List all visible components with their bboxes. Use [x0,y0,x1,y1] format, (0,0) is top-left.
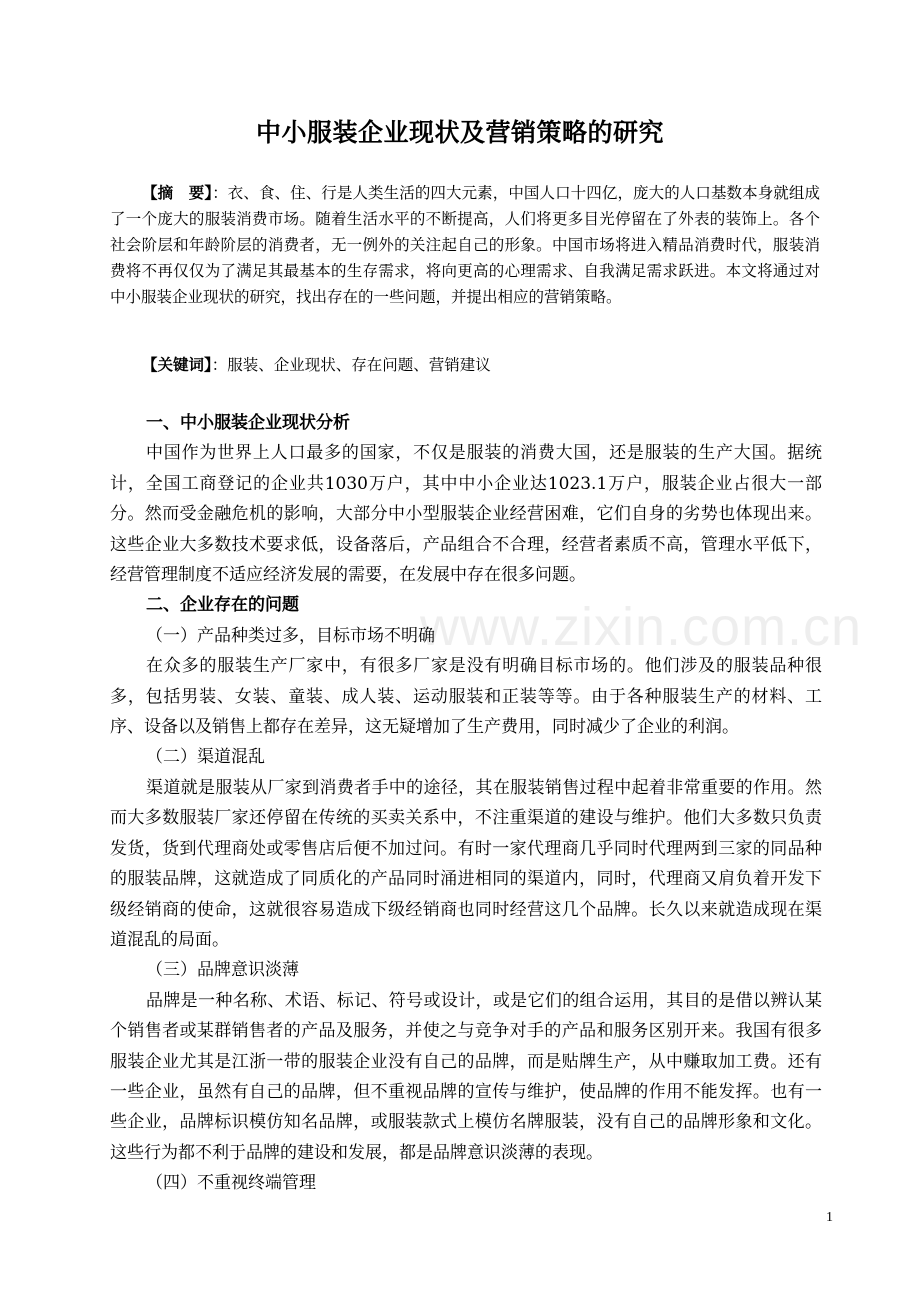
subsection-1-heading: （一）产品种类过多，目标市场不明确 [146,625,435,646]
section-2-heading: 二、企业存在的问题 [146,595,299,616]
document-body [110,408,822,1199]
subsection-3-paragraph: 品牌是一种名称、术语、标记、符号或设计，或是它们的组合运用，其目的是借以辨认某个销售者或某群销售者的产品及服务，并使之与竞争对手的产品和服务区别开来。我国有很多服装企业尤其是江浙一带的服装企业没有自己的品牌，而是贴牌生产，从中赚取加工费。还有一些企业，虽然有自己的品牌，但不重视品牌的宣传与维护，使品牌的作用不能发挥。也有一些企业，品牌标识模仿知名品牌，或服装款式上模仿名牌服装，没有自己的品牌形象和文化。这些行为都不利于品牌的建设和发展，都是品牌意识淡薄的表现。 [110,990,822,1163]
subsection-1-paragraph: 在众多的服装生产厂家中，有很多厂家是没有明确目标市场的。他们涉及的服装品种很多，包括男装、女装、童装、成人装、运动服装和正装等等。由于各种服装生产的材料、工序、设备以及销售上都存在差异，这无疑增加了生产费用，同时减少了企业的利润。 [110,656,822,738]
subsection-2-paragraph: 渠道就是服装从厂家到消费者手中的途径，其在服装销售过程中起着非常重要的作用。然而大多数服装厂家还停留在传统的买卖关系中，不注重渠道的建设与维护。他们大多数只负责发货，货到代理商处或零售店后便不加过问。有时一家代理商几乎同时代理两到三家的同品种的服装品牌，这就造成了同质化的产品同时涌进相同的渠道内，同时，代理商又肩负着开发下级经销商的使命，这就很容易造成下级经销商也同时经营这几个品牌。长久以来就造成现在渠道混乱的局面。 [110,777,822,950]
subsection-4-heading: （四）不重视终端管理 [146,1173,316,1194]
subsection-3-heading: （三）品牌意识淡薄 [146,960,299,981]
abstract-text: ：衣、食、住、行是人类生活的四大元素，中国人口十四亿，庞大的人口基数本身就组成了一个庞大的服装消费市场。随着生活水平的不断提高，人们将更多目光停留在了外表的装饰上。各个社会阶层和年龄阶层的消费者，无一例外的关注起自己的形象。中国市场将进入精品消费时代，服装消费将不再仅仅为了满足其最基本的生存需求，将向更高的心理需求、自我满足需求跃进。本文将通过对中小服装企业现状的研究，找出存在的一些问题，并提出相应的营销策略。 [110,184,820,306]
section-1-heading: 一、中小服装企业现状分析 [146,413,350,433]
keywords-label: 【关键词】 [142,356,212,374]
abstract-label: 【摘 要】 [142,184,213,202]
abstract-paragraph [110,180,820,310]
page-number: 1 [826,1210,833,1225]
document-title: 中小服装企业现状及营销策略的研究 [255,118,664,147]
subsection-2-heading: （二）渠道混乱 [146,747,265,768]
watermark: www.zixin.com.cn [420,597,863,657]
keywords-text: ：服装、企业现状、存在问题、营销建议 [211,356,491,374]
section-1-paragraph: 中国作为世界上人口最多的国家，不仅是服装的消费大国，还是服装的生产大国。据统计，全国工商登记的企业共1030万户，其中中小企业达1023.1万户，服装企业占很大一部分。然而受金融危机的影响，大部分中小型服装企业经营困难，它们自身的劣势也体现出来。这些企业大多数技术要求低，设备落后，产品组合不合理，经营者素质不高，管理水平低下，经营管理制度不适应经济发展的需要，在发展中存在很多问题。 [110,443,822,586]
keywords-line [142,352,822,378]
